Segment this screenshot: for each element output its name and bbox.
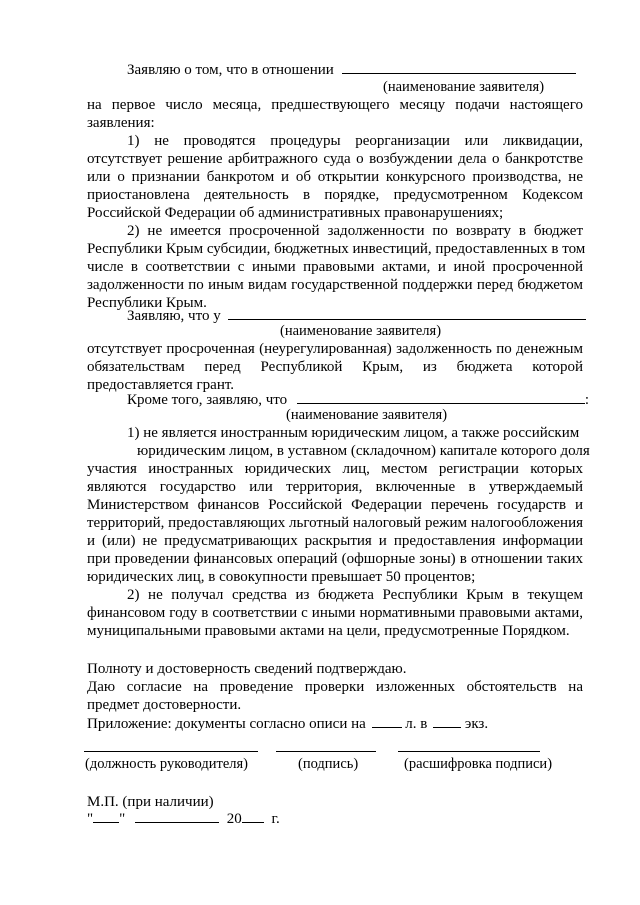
- confirm-line-2: Даю согласие на проведение проверки изложенных обстоятельств на: [87, 679, 583, 695]
- item2-line-3: числе в соответствии с иными правовыми актами, и иной просроченной: [87, 259, 583, 275]
- pages-blank[interactable]: [372, 714, 402, 728]
- confirm-line-1: Полноту и достоверность сведений подтверждаю.: [87, 661, 407, 677]
- decode-caption: (расшифровка подписи): [404, 756, 553, 772]
- year-suffix: г.: [271, 811, 280, 827]
- third-text: Кроме того, заявляю, что: [127, 392, 288, 408]
- intro-text: Заявляю о том, что в отношении: [127, 62, 334, 78]
- intro-line-3: заявления:: [87, 115, 155, 131]
- applicant-name-blank-3[interactable]: [297, 390, 585, 404]
- item3-line-3: участия иностранных юридических лиц, местом регистрации которых: [87, 461, 583, 477]
- second-text: Заявляю, что у: [127, 308, 221, 324]
- year-prefix: 20: [226, 811, 242, 827]
- day-blank[interactable]: [93, 809, 119, 823]
- item2-line-1: 2) не имеется просроченной задолженности по возврату в бюджет: [127, 223, 583, 239]
- confirm-line-3: предмет достоверности.: [87, 697, 242, 713]
- second-line-2: отсутствует просроченная (неурегулированная) задолженность по денежным: [87, 341, 583, 357]
- item3-line-4: являются государство или территория, включенные в утверждаемый: [87, 479, 583, 495]
- attachment-pages-label: л. в: [405, 716, 428, 732]
- attachment-text: Приложение: документы согласно описи на: [87, 716, 366, 732]
- second-line-3: обязательствам перед Республикой Крым, из бюджета которой: [87, 359, 583, 375]
- position-signature-line[interactable]: [84, 751, 258, 752]
- applicant-caption-3: (наименование заявителя): [286, 407, 448, 423]
- item3-line-2: юридическим лицом, в уставном (складочном) капитале которого доля: [137, 443, 590, 459]
- item3-line-9: юридических лиц, в совокупности превышает 50 процентов;: [87, 569, 476, 585]
- month-blank[interactable]: [135, 809, 219, 823]
- attachment-line: [87, 714, 488, 733]
- item2-line-5: Республики Крым.: [87, 295, 207, 311]
- applicant-name-blank[interactable]: [342, 60, 576, 74]
- second-line-4: предоставляется грант.: [87, 377, 235, 393]
- position-caption: (должность руководителя): [85, 756, 248, 772]
- intro-line-2: на первое число месяца, предшествующего месяцу подачи настоящего: [87, 97, 583, 113]
- date-line: [87, 809, 280, 828]
- item4-line-1: 2) не получал средства из бюджета Республики Крым в текущем: [127, 587, 583, 603]
- year-blank[interactable]: [242, 809, 264, 823]
- item1-line-3: или о признании банкротом и об открытии конкурсного производства, не: [87, 169, 583, 185]
- intro-line-1: [127, 60, 576, 79]
- applicant-name-blank-2[interactable]: [228, 306, 586, 320]
- item4-line-3: муниципальными правовыми актами на цели, предусмотренные Порядком.: [87, 623, 570, 639]
- item2-line-2: Республики Крым субсидии, бюджетных инвестиций, предоставленных в том: [87, 241, 586, 257]
- item1-line-5: Российской Федерации об административных правонарушениях;: [87, 205, 504, 221]
- item1-line-1: 1) не проводятся процедуры реорганизации или ликвидации,: [127, 133, 583, 149]
- item3-line-5: Министерством финансов Российской Федерации перечень государств и: [87, 497, 583, 513]
- sign-caption: (подпись): [298, 756, 359, 772]
- attachment-copies-label: экз.: [464, 716, 489, 732]
- sign-signature-line[interactable]: [276, 751, 376, 752]
- item3-line-6: территорий, предоставляющих льготный налоговый режим налогообложения: [87, 515, 583, 531]
- third-colon: :: [584, 392, 590, 408]
- item1-line-2: отсутствует решение арбитражного суда о возбуждении дела о банкротстве: [87, 151, 583, 167]
- date-quote-open: ": [87, 811, 94, 827]
- decode-signature-line[interactable]: [398, 751, 540, 752]
- item2-line-4: задолженности по иным видам государственной поддержки перед бюджетом: [87, 277, 583, 293]
- item3-line-7: и (или) не предусматривающих раскрытия и предоставления информации: [87, 533, 583, 549]
- applicant-caption-2: (наименование заявителя): [280, 323, 442, 339]
- item3-line-1: 1) не является иностранным юридическим лицом, а также российским: [127, 425, 580, 441]
- copies-blank[interactable]: [433, 714, 461, 728]
- stamp-label: М.П. (при наличии): [87, 794, 214, 810]
- date-quote-close: ": [119, 811, 126, 827]
- applicant-caption: (наименование заявителя): [383, 79, 545, 95]
- item4-line-2: финансовом году в соответствии с иными нормативными правовыми актами,: [87, 605, 583, 621]
- item3-line-8: при проведении финансовых операций (офшорные зоны) в отношении таких: [87, 551, 583, 567]
- item1-line-4: приостановлена деятельность в порядке, предусмотренном Кодексом: [87, 187, 583, 203]
